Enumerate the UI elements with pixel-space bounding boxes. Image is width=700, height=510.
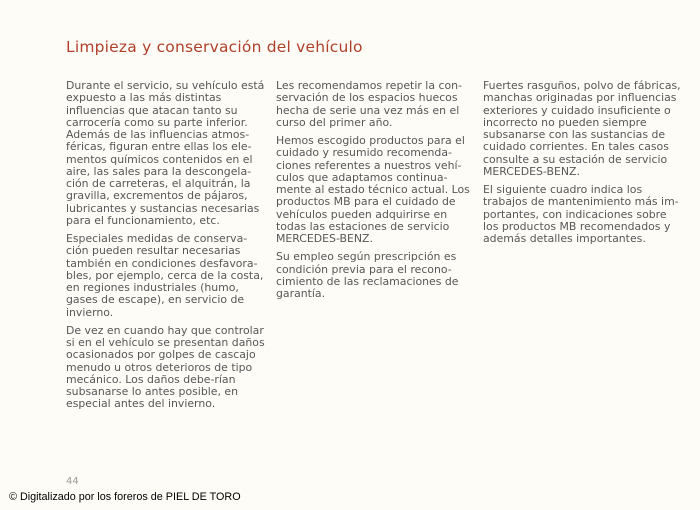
- paragraph: Les recomendamos repetir la con-servación de los espacios huecos hecha de serie una vez más en el curso del primer año.: [276, 79, 462, 129]
- page-title: Limpieza y conservación del vehículo: [66, 38, 363, 56]
- page-number: 44: [66, 476, 79, 487]
- text-column-1: [66, 80, 266, 417]
- paragraph: Fuertes rasguños, polvo de fábricas, manchas originadas por influencias exteriores y cuidado insuficiente o incorrecto no pueden siempre subsanarse con las sustancias de cuidado corrientes. En tales casos consulte a su estación de servicio MERCEDES-BENZ.: [483, 79, 681, 178]
- paragraph: De vez en cuando hay que controlar si en el vehículo se presentan daños ocasionados por golpes de cascajo menudo u otros deterioros de tipo mecánico. Los daños debe-rían subsanarse lo antes posible, en especial antes del invierno.: [66, 323, 265, 411]
- paragraph: Su empleo según prescripción es condición previa para el recono-cimiento de las reclamaciones de garantía.: [276, 250, 459, 300]
- text-column-3: [483, 80, 683, 251]
- paragraph: Especiales medidas de conserva-ción pueden resultar necesarias también en condiciones desfavora-bles, por ejemplo, cerca de la costa, en regiones industriales (humo, gases de escape), en servicio de invierno.: [66, 232, 264, 319]
- paragraph: Durante el servicio, su vehículo está expuesto a las más distintas influencias que atacan tanto su carrocería como su parte inferior. Además de las influencias atmos-féricas, figuran entre ellas los ele-mentos químicos contenidos en el aire, las sales para la descongela-ción de carreteras, el alquitrán, la gravilla, excrementos de pájaros, lubricantes y sustancias necesarias para el funcionamiento, etc.: [66, 79, 265, 227]
- paragraph: Hemos escogido productos para el cuidado y resumido recomenda-ciones referentes a nuestros vehí-culos que adaptamos continua-mente al estado técnico actual. Los productos MB para el cuidado de vehículos pueden adquirirse en todas las estaciones de servicio MERCEDES-BENZ.: [276, 134, 470, 245]
- scan-credit: © Digitalizado por los foreros de PIEL DE TORO: [9, 491, 241, 503]
- paragraph: El siguiente cuadro indica los trabajos de mantenimiento más im-portantes, con indicaciones sobre los productos MB recomendados y además detalles importantes.: [483, 183, 679, 245]
- text-column-2: [276, 80, 476, 306]
